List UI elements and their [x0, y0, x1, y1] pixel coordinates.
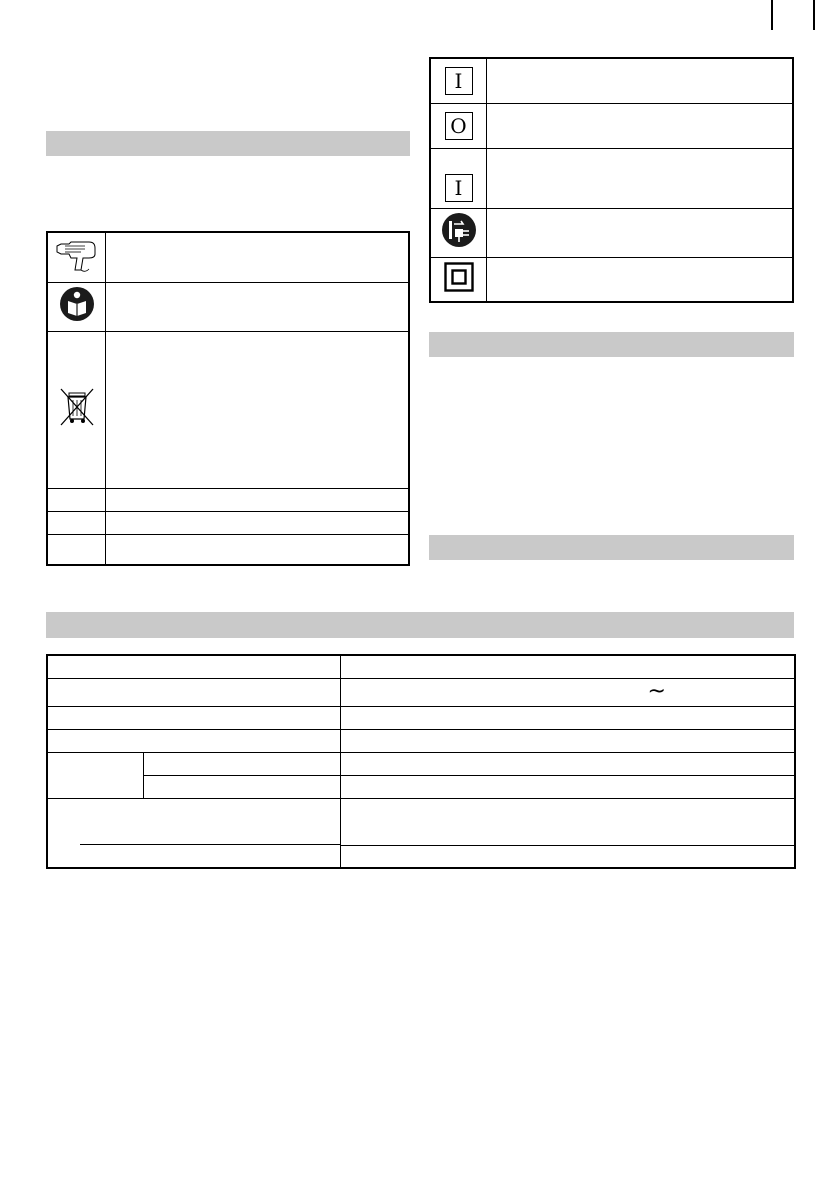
symbol-description — [106, 534, 410, 565]
spec-sublabel-cell — [47, 845, 340, 868]
spec-value — [340, 678, 795, 706]
table-row — [47, 775, 795, 798]
symbol-icon-cell — [430, 257, 487, 302]
symbol-description — [106, 511, 410, 534]
symbol-description — [487, 148, 794, 208]
switch-on-lock-icon: I — [445, 174, 473, 202]
left-symbols-table — [46, 231, 410, 566]
table-row — [47, 706, 795, 729]
class-ii-double-insulation-icon — [444, 262, 474, 292]
disconnect-plug-icon — [441, 212, 477, 248]
section-header-bar — [46, 131, 410, 156]
spec-value — [340, 798, 795, 845]
symbol-icon-cell — [47, 331, 106, 488]
table-row — [47, 729, 795, 752]
spec-label — [47, 729, 340, 752]
specifications-table — [46, 654, 796, 869]
symbol-description — [487, 103, 794, 148]
symbol-icon-cell — [47, 534, 106, 565]
table-row — [47, 798, 795, 845]
symbol-icon-cell — [430, 103, 487, 148]
power-tool-drill-icon — [55, 236, 99, 274]
symbol-description — [106, 282, 410, 331]
symbol-icon-cell — [430, 208, 487, 257]
alternating-current-symbol: ~ — [647, 678, 666, 704]
spec-value — [340, 706, 795, 729]
section-header-bar — [429, 535, 794, 560]
symbol-icon-cell — [430, 148, 487, 208]
symbol-icon-cell — [47, 488, 106, 511]
table-row — [47, 845, 795, 868]
table-row — [47, 678, 795, 706]
table-row — [47, 655, 795, 678]
spec-label — [47, 655, 340, 678]
read-manual-icon — [59, 286, 95, 322]
symbol-description — [487, 257, 794, 302]
switch-on-icon: I — [445, 67, 473, 95]
right-symbols-table — [429, 57, 794, 303]
crop-mark — [813, 0, 815, 30]
spec-value — [340, 655, 795, 678]
symbol-icon-cell — [430, 58, 487, 103]
symbol-description — [106, 331, 410, 488]
symbol-description — [487, 208, 794, 257]
spec-label — [47, 678, 340, 706]
spec-value — [340, 845, 795, 868]
spec-value — [340, 775, 795, 798]
spec-label — [47, 752, 143, 798]
symbol-icon-cell — [47, 511, 106, 534]
symbol-icon-cell — [47, 282, 106, 331]
symbol-description — [106, 488, 410, 511]
spec-value — [340, 729, 795, 752]
symbol-icon-cell — [47, 232, 106, 282]
crop-mark — [771, 0, 773, 30]
spec-sublabel — [143, 775, 340, 798]
spec-sublabel — [143, 752, 340, 775]
section-header-bar — [429, 332, 794, 357]
spec-sublabel-rule — [80, 844, 340, 845]
crossed-out-wheelie-bin-icon — [58, 387, 96, 427]
switch-off-icon: O — [445, 112, 473, 140]
spec-value — [340, 752, 795, 775]
symbol-description — [487, 58, 794, 103]
symbol-description — [106, 232, 410, 282]
spec-label — [47, 706, 340, 729]
table-row — [47, 752, 795, 775]
section-header-bar — [46, 612, 794, 638]
spec-label — [47, 798, 340, 845]
